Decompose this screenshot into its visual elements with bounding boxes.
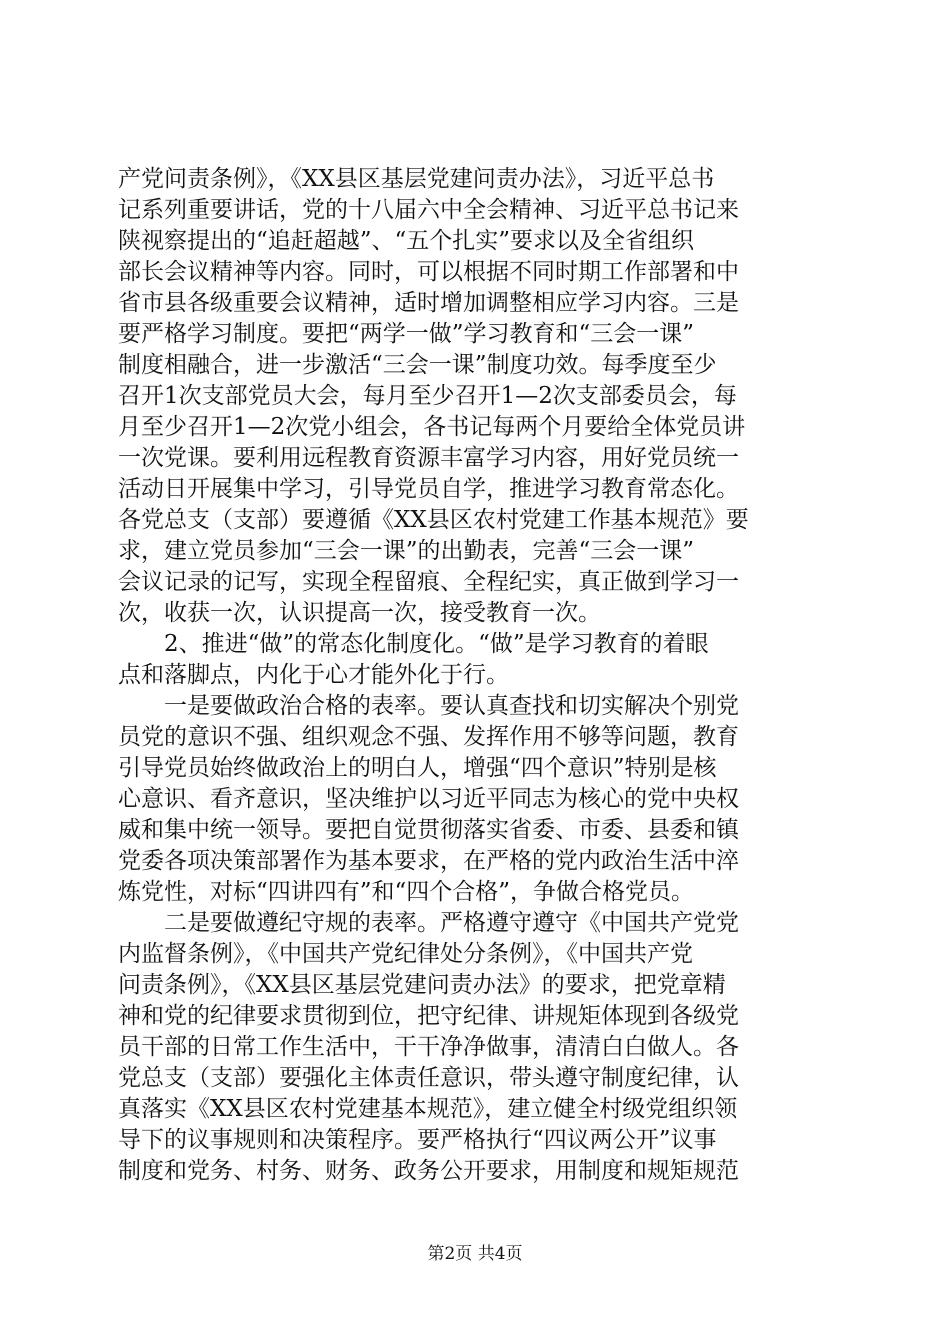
body-line: 要严格学习制度。要把“两学一做”学习教育和“三会一课” (118, 321, 695, 347)
body-line: 心意识、看齐意识，坚决维护以习近平同志为核心的党中央权 (118, 786, 739, 812)
body-line: 炼党性，对标“四讲四有”和“四个合格”，争做合格党员。 (118, 879, 695, 905)
body-line: 神和党的纪律要求贯彻到位，把守纪律、讲规矩体现到各级党 (118, 1003, 739, 1029)
body-line: 活动日开展集中学习，引导党员自学，推进学习教育常态化。 (118, 476, 739, 502)
body-line: 制度相融合，进一步激活“三会一课”制度功效。每季度至少 (118, 352, 717, 378)
body-line: 召开1次支部党员大会，每月至少召开1—2次支部委员会，每 (118, 383, 737, 409)
body-line: 威和集中统一领导。要把自觉贯彻落实省委、市委、县委和镇 (118, 817, 739, 843)
body-line: 部长会议精神等内容。同时，可以根据不同时期工作部署和中 (118, 259, 739, 285)
body-line: 一次党课。要利用远程教育资源丰富学习内容，用好党员统一 (118, 445, 739, 471)
document-body (118, 164, 838, 1187)
page-footer: 第2页 共4页 (427, 1244, 523, 1264)
body-line: 产党问责条例》，《XX县区基层党建问责办法》，习近平总书 (118, 166, 715, 192)
body-line: 问责条例》，《XX县区基层党建问责办法》的要求，把党章精 (118, 972, 726, 998)
body-line: 党委各项决策部署作为基本要求，在严格的党内政治生活中淬 (118, 848, 739, 874)
body-line: 次，收获一次，认识提高一次，接受教育一次。 (118, 600, 601, 626)
body-line: 员党的意识不强、组织观念不强、发挥作用不够等问题，教育 (118, 724, 739, 750)
body-line: 会议记录的记写，实现全程留痕、全程纪实，真正做到学习一 (118, 569, 739, 595)
body-line: 真落实《XX县区农村党建基本规范》，建立健全村级党组织领 (118, 1096, 738, 1122)
body-line: 一是要做政治合格的表率。要认真查找和切实解决个别党 (164, 693, 739, 719)
body-line: 内监督条例》，《中国共产党纪律处分条例》，《中国共产党 (118, 941, 693, 967)
body-line: 点和落脚点，内化于心才能外化于行。 (118, 662, 509, 688)
body-line: 2、推进“做”的常态化制度化。“做”是学习教育的着眼 (164, 631, 709, 657)
body-line: 党总支（支部）要强化主体责任意识，带头遵守制度纪律，认 (118, 1065, 739, 1091)
body-line: 引导党员始终做政治上的明白人，增强“四个意识”特别是核 (118, 755, 717, 781)
body-line: 员干部的日常工作生活中，干干净净做事，清清白白做人。各 (118, 1034, 739, 1060)
body-line: 陕视察提出的“追赶超越”、“五个扎实”要求以及全省组织 (118, 228, 695, 254)
body-line: 二是要做遵纪守规的表率。严格遵守遵守《中国共产党党 (164, 910, 739, 936)
body-line: 导下的议事规则和决策程序。要严格执行“四议两公开”议事 (118, 1127, 717, 1153)
body-line: 求，建立党员参加“三会一课”的出勤表，完善“三会一课” (118, 538, 695, 564)
body-line: 制度和党务、村务、财务、政务公开要求，用制度和规矩规范 (118, 1158, 739, 1184)
body-line: 省市县各级重要会议精神，适时增加调整相应学习内容。三是 (118, 290, 739, 316)
body-line: 记系列重要讲话，党的十八届六中全会精神、习近平总书记来 (118, 197, 739, 223)
body-line: 月至少召开1—2次党小组会，各书记每两个月要给全体党员讲 (118, 414, 746, 440)
body-line: 各党总支（支部）要遵循《XX县区农村党建工作基本规范》要 (118, 507, 749, 533)
